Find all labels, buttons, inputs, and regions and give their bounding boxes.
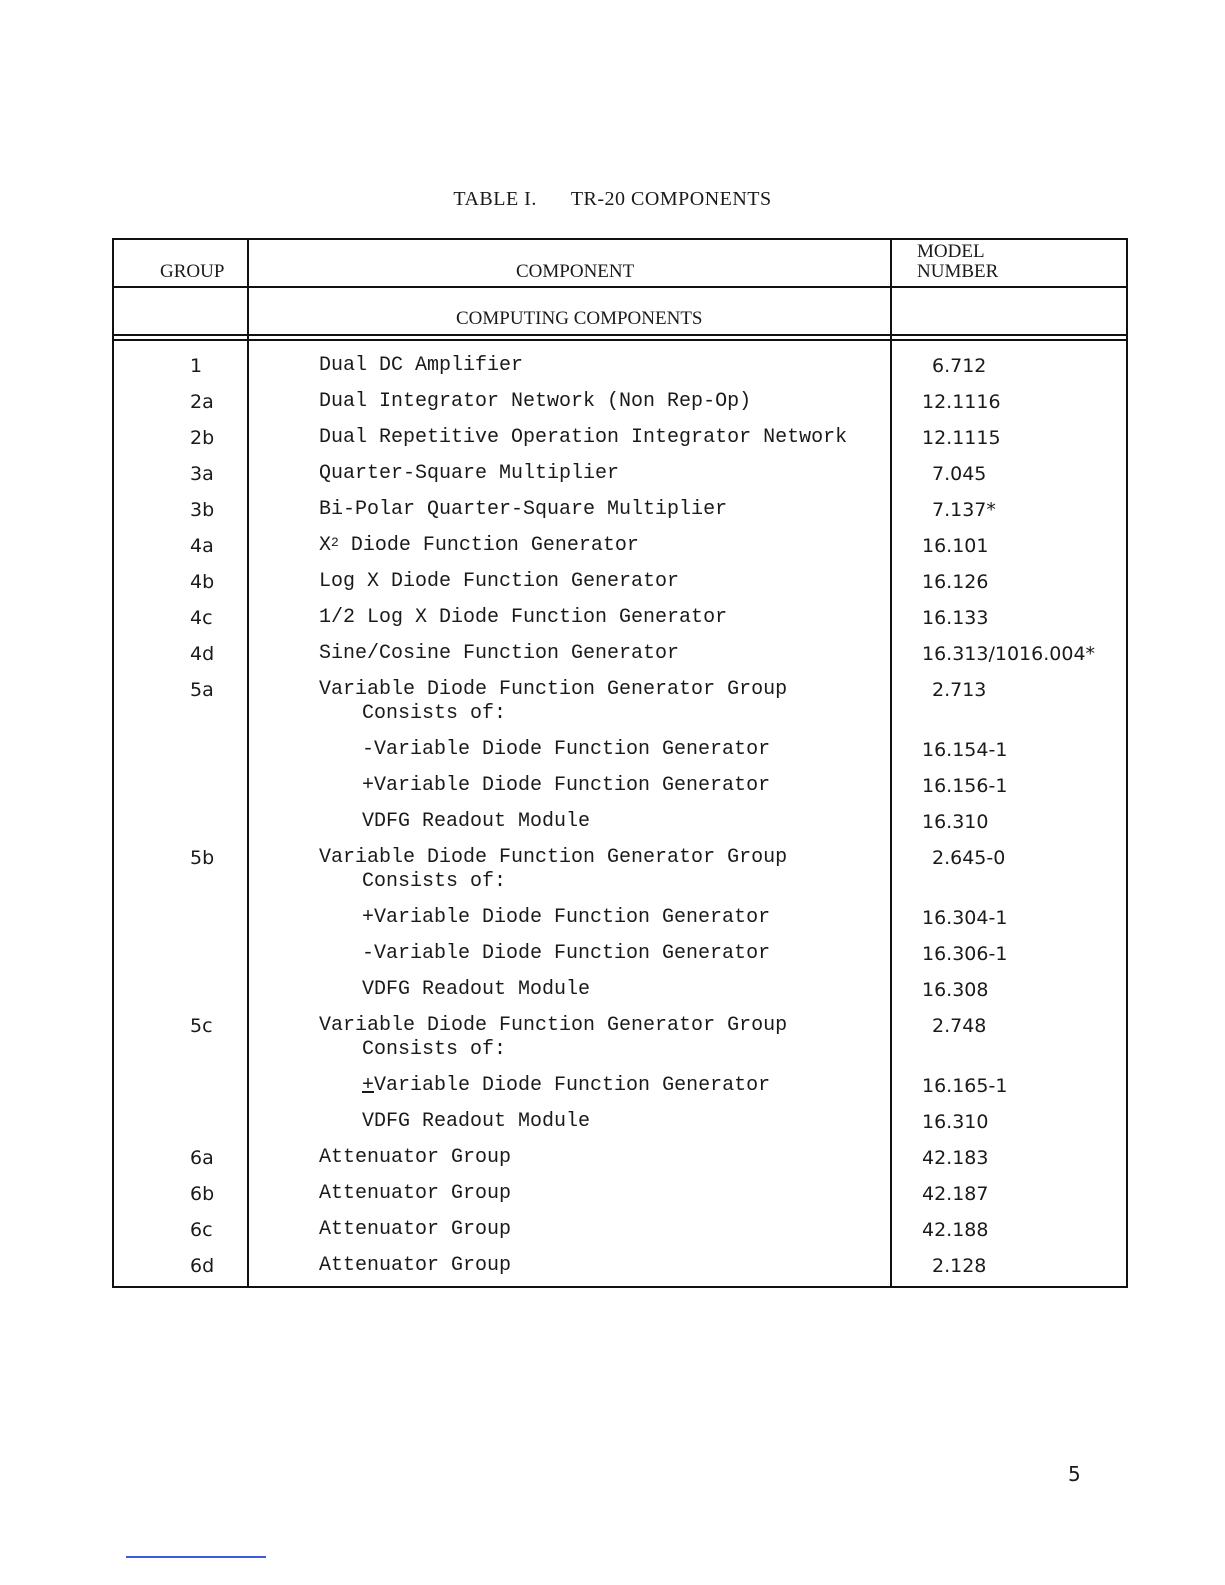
model-number-cell: 16.165-1 <box>922 1075 1008 1097</box>
model-number-cell: 2.128 <box>932 1255 987 1277</box>
component-cell: -Variable Diode Function Generator <box>362 942 771 965</box>
component-cell: Attenuator Group <box>319 1218 512 1241</box>
component-rest: Diode Function Generator <box>338 534 639 557</box>
model-number-cell: 7.045 <box>932 463 987 485</box>
header-model-number <box>917 242 998 282</box>
model-number-cell: 42.187 <box>922 1183 989 1205</box>
table-row <box>114 354 1126 378</box>
component-cell: +Variable Diode Function Generator <box>362 906 771 929</box>
table-row <box>114 606 1126 630</box>
header-component: COMPONENT <box>516 261 635 282</box>
group-cell: 6c <box>190 1219 213 1241</box>
component-cell: VDFG Readout Module <box>362 810 591 833</box>
table-row <box>114 978 1126 1002</box>
table-row <box>114 774 1126 798</box>
component-cell: VDFG Readout Module <box>362 978 591 1001</box>
component-cell: Variable Diode Function Generator Group <box>319 1014 788 1037</box>
group-cell: 2b <box>190 427 215 449</box>
table-row <box>114 1254 1126 1278</box>
table-row <box>114 810 1126 834</box>
table-title-label: TABLE I. <box>453 188 537 210</box>
component-cell: Dual DC Amplifier <box>319 354 524 377</box>
model-number-cell: 2.645-0 <box>932 847 1006 869</box>
model-number-cell: 16.306-1 <box>922 943 1008 965</box>
table-row <box>114 846 1126 893</box>
table-row <box>114 642 1126 666</box>
model-number-cell: 6.712 <box>932 355 987 377</box>
model-number-cell: 16.310 <box>922 811 989 833</box>
model-number-cell: 12.1115 <box>922 427 1001 449</box>
model-number-cell: 16.310 <box>922 1111 989 1133</box>
group-cell: 3b <box>190 499 215 521</box>
component-cell <box>319 534 639 558</box>
model-number-cell: 12.1116 <box>922 391 1001 413</box>
superscript: 2 <box>331 535 339 550</box>
group-cell: 5c <box>190 1015 213 1037</box>
table-row <box>114 1110 1126 1134</box>
table-row <box>114 462 1126 486</box>
component-cell: Dual Integrator Network (Non Rep-Op) <box>319 390 752 413</box>
model-number-cell: 16.308 <box>922 979 989 1001</box>
component-cell: Sine/Cosine Function Generator <box>319 642 680 665</box>
header-model-line2: NUMBER <box>917 261 999 282</box>
model-number-cell: 42.188 <box>922 1219 989 1241</box>
component-cell: 1/2 Log X Diode Function Generator <box>319 606 728 629</box>
table-row <box>114 1218 1126 1242</box>
component-cell: Log X Diode Function Generator <box>319 570 680 593</box>
group-cell: 5b <box>190 847 215 869</box>
component-cell: Variable Diode Function Generator Group <box>319 846 788 869</box>
table-title-name: TR-20 COMPONENTS <box>570 188 772 210</box>
component-cell: VDFG Readout Module <box>362 1110 591 1133</box>
table-row <box>114 1146 1126 1170</box>
table-row <box>114 390 1126 414</box>
table-row <box>114 426 1126 450</box>
footer-rule <box>126 1556 266 1558</box>
section-heading: COMPUTING COMPONENTS <box>456 308 703 329</box>
table-row <box>114 570 1126 594</box>
page-number: 5 <box>1068 1462 1081 1486</box>
table-row <box>114 906 1126 930</box>
header-model-line1: MODEL <box>917 241 985 262</box>
component-cell: -Variable Diode Function Generator <box>362 738 771 761</box>
component-cell: Variable Diode Function Generator Group <box>319 678 788 701</box>
component-continuation: Consists of: <box>362 1038 507 1061</box>
group-cell: 3a <box>190 463 214 485</box>
component-cell: +Variable Diode Function Generator <box>362 774 771 797</box>
model-number-cell: 16.154-1 <box>922 739 1008 761</box>
group-cell: 6d <box>190 1255 215 1277</box>
component-continuation: Consists of: <box>362 702 507 725</box>
model-number-cell: 16.133 <box>922 607 989 629</box>
model-number-cell: 16.304-1 <box>922 907 1008 929</box>
header-group: GROUP <box>160 261 225 282</box>
section-divider <box>114 334 1126 336</box>
table-title <box>0 188 1225 211</box>
table-row <box>114 678 1126 725</box>
header-divider <box>114 286 1126 288</box>
group-cell: 4d <box>190 643 215 665</box>
model-number-cell: 2.748 <box>932 1015 987 1037</box>
component-cell: Dual Repetitive Operation Integrator Network <box>319 426 848 449</box>
model-number-cell: 2.713 <box>932 679 987 701</box>
model-number-cell: 16.156-1 <box>922 775 1008 797</box>
table-row <box>114 1014 1126 1061</box>
table-row <box>114 1182 1126 1206</box>
table-row <box>114 1074 1126 1098</box>
component-cell <box>362 1074 770 1098</box>
plus-minus-sign: + <box>362 1074 375 1097</box>
group-cell: 4b <box>190 571 215 593</box>
component-cell: Bi-Polar Quarter-Square Multiplier <box>319 498 728 521</box>
group-cell: 4c <box>190 607 213 629</box>
table-row <box>114 942 1126 966</box>
group-cell: 2a <box>190 391 214 413</box>
model-number-cell: 42.183 <box>922 1147 989 1169</box>
group-cell: 5a <box>190 679 214 701</box>
component-rest: Variable Diode Function Generator <box>374 1074 771 1097</box>
component-prefix: X <box>319 534 332 557</box>
section-divider <box>114 339 1126 341</box>
table-row <box>114 534 1126 558</box>
model-number-cell: 16.126 <box>922 571 989 593</box>
group-cell: 1 <box>190 355 203 377</box>
table-row <box>114 738 1126 762</box>
table-row <box>114 498 1126 522</box>
component-continuation: Consists of: <box>362 870 507 893</box>
group-cell: 4a <box>190 535 214 557</box>
component-cell: Attenuator Group <box>319 1146 512 1169</box>
model-number-cell: 16.101 <box>922 535 989 557</box>
component-cell: Quarter-Square Multiplier <box>319 462 620 485</box>
model-number-cell: 7.137* <box>932 499 996 521</box>
model-number-cell: 16.313/1016.004* <box>922 643 1096 665</box>
component-cell: Attenuator Group <box>319 1182 512 1205</box>
component-cell: Attenuator Group <box>319 1254 512 1277</box>
components-table <box>112 238 1128 1288</box>
group-cell: 6b <box>190 1183 215 1205</box>
group-cell: 6a <box>190 1147 214 1169</box>
